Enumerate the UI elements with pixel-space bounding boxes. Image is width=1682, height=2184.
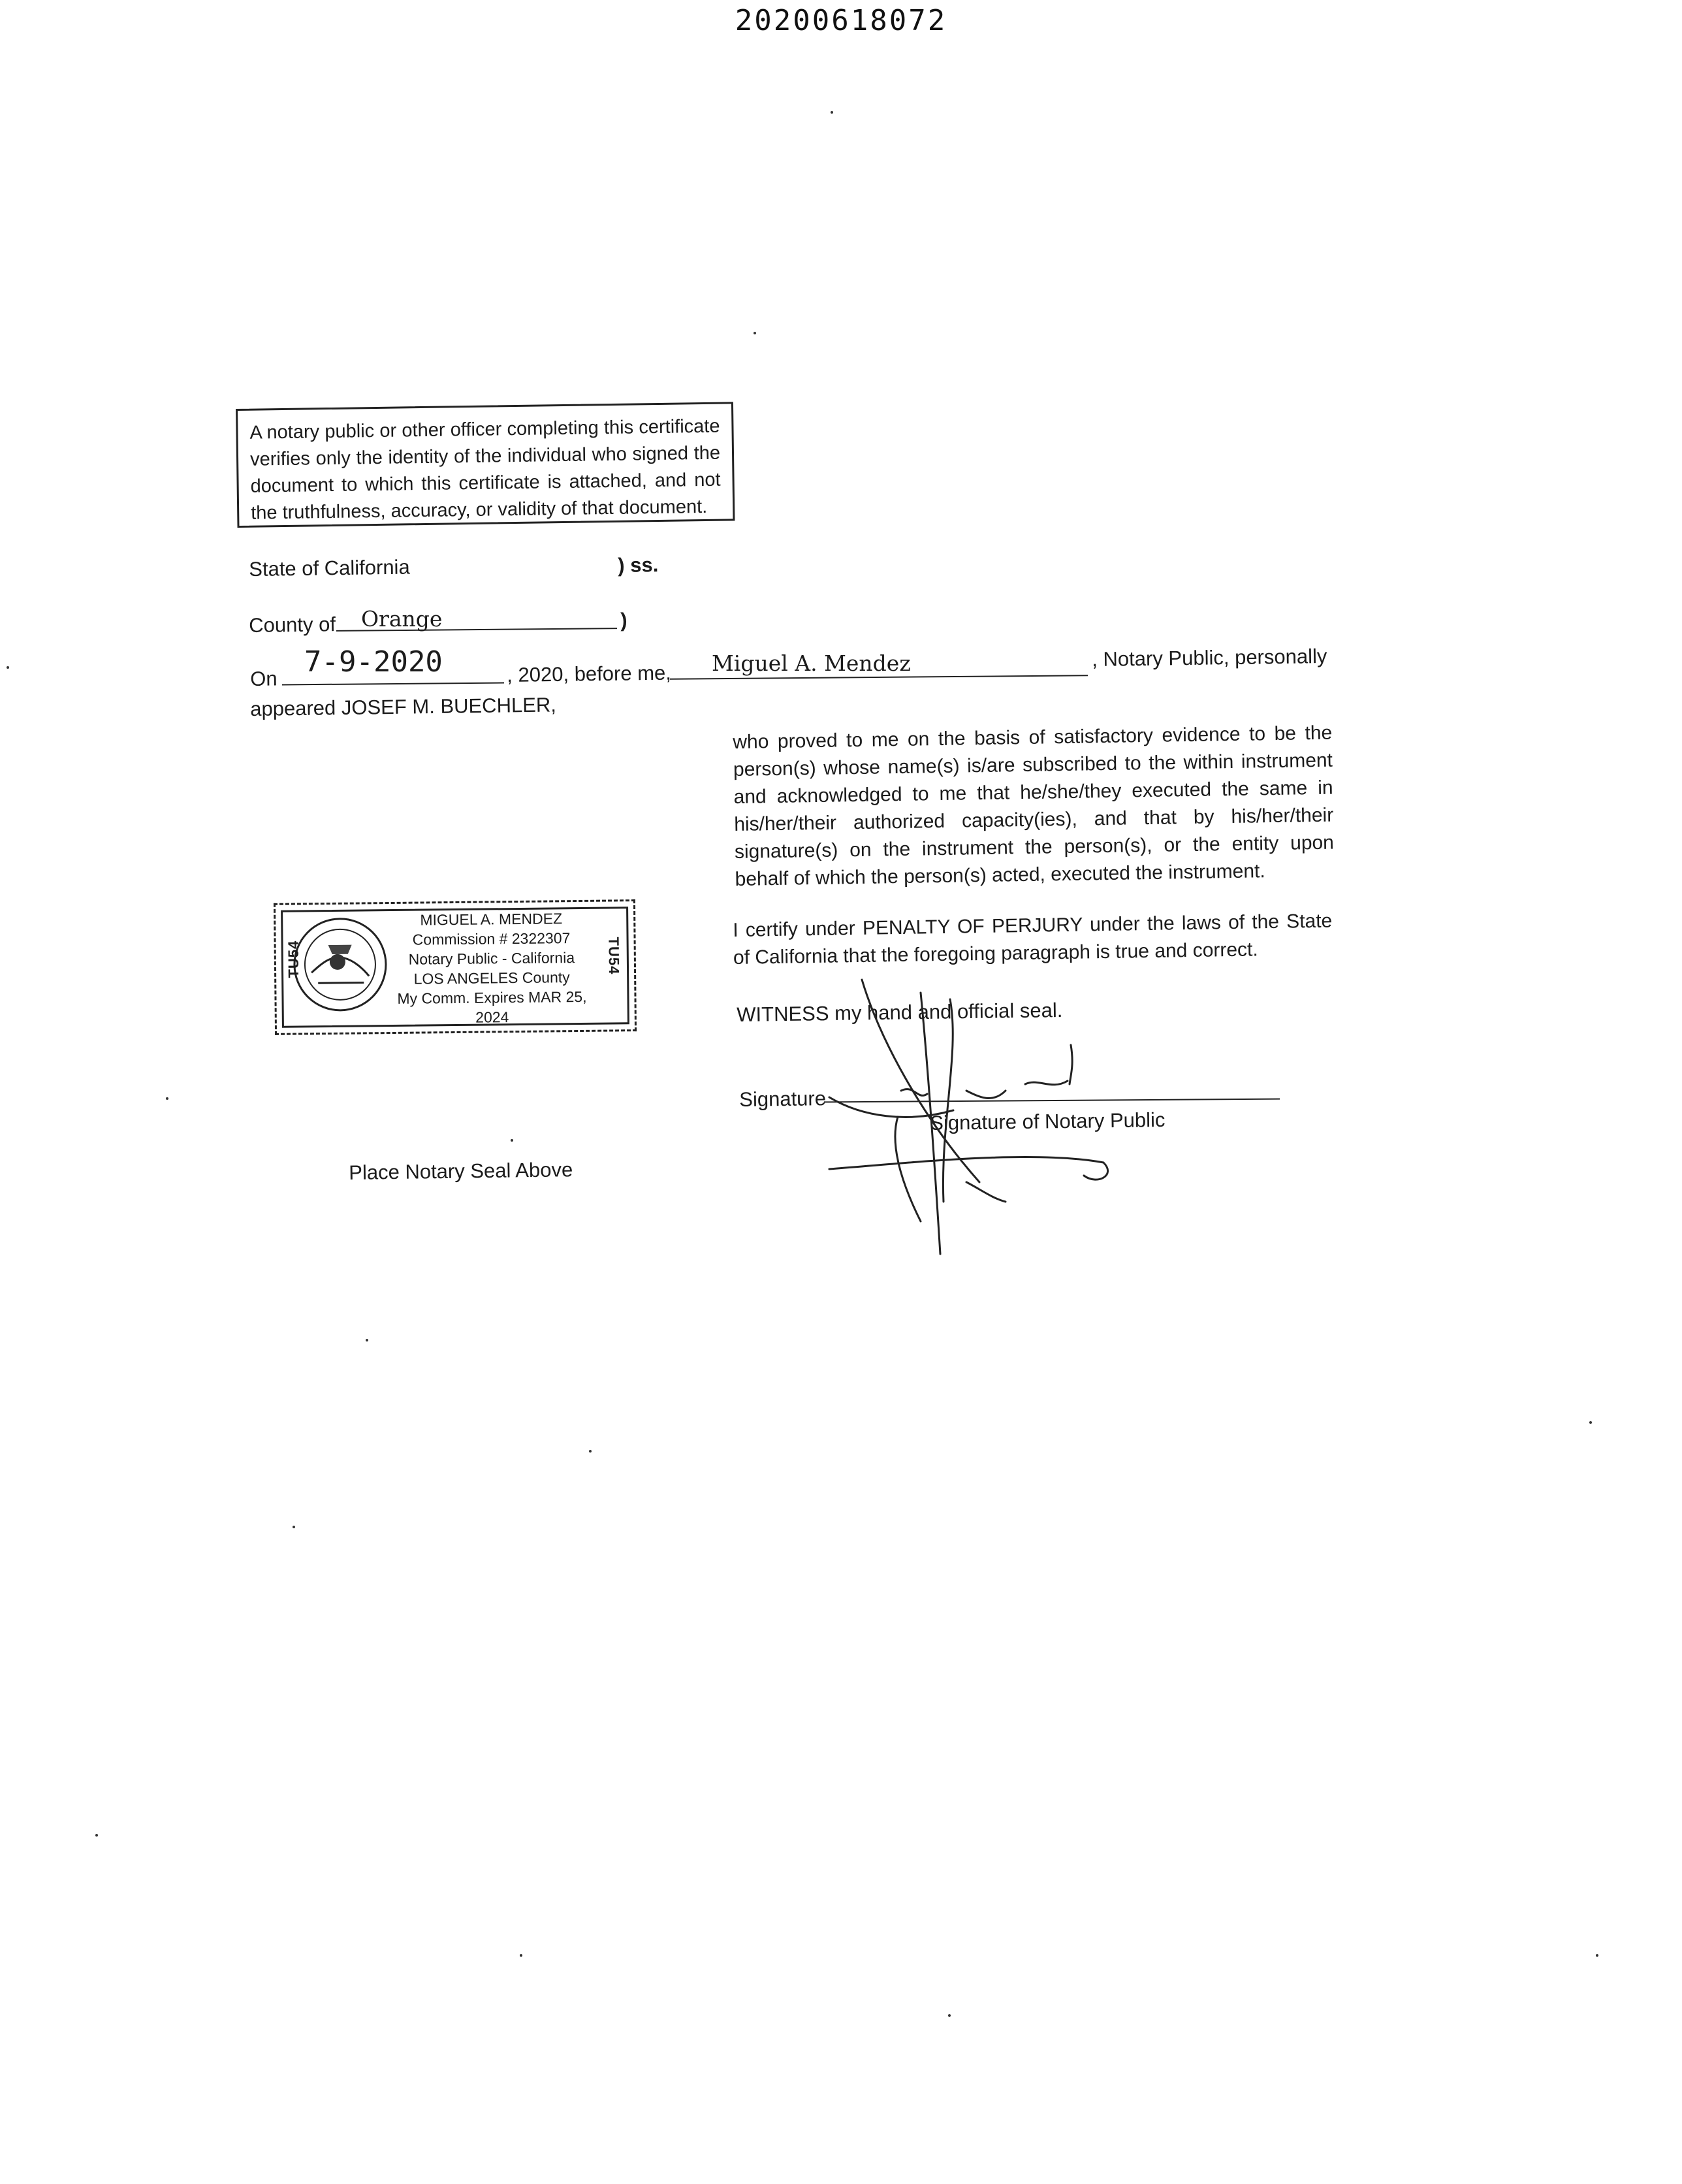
seal-expiration: My Comm. Expires MAR 25, 2024 — [397, 988, 587, 1026]
scan-speck — [95, 1834, 98, 1837]
county-value: Orange — [361, 606, 443, 632]
scan-speck — [589, 1450, 592, 1453]
seal-code-right: TU54 — [605, 937, 623, 975]
scan-speck — [754, 332, 756, 334]
notary-name: Miguel A. Mendez — [712, 650, 911, 676]
seal-county: LOS ANGELES County — [413, 969, 570, 988]
on-label: On — [250, 667, 278, 690]
signature-label: Signature — [739, 1087, 827, 1111]
seal-text-block — [387, 908, 597, 1028]
document-number: 20200618072 — [735, 4, 947, 37]
seal-notary-name: MIGUEL A. MENDEZ — [420, 910, 563, 929]
scan-speck — [520, 1954, 522, 1957]
disclaimer-text: A notary public or other officer completing this certificate verifies only the identity of the individual who signed the document to which this certificate is attached, and not the truthfulness, accuracy, or validity of that document. — [249, 415, 721, 524]
notary-suffix: , Notary Public, personally — [1092, 644, 1327, 671]
scan-speck — [831, 111, 833, 114]
certify-paragraph: I certify under PENALTY OF PERJURY under the laws of the State of California that the foregoing paragraph is true and correct. — [733, 910, 1333, 969]
notary-signature-scribble — [810, 954, 1149, 1280]
county-label: County of — [249, 613, 336, 637]
california-state-seal-icon — [291, 916, 389, 1014]
ss-label: ) ss. — [618, 553, 659, 577]
scan-speck — [366, 1339, 368, 1341]
seal-title: Notary Public - California — [408, 949, 575, 968]
scan-speck — [7, 666, 9, 669]
state-label: State of California — [249, 555, 410, 581]
scan-speck — [166, 1097, 168, 1100]
proof-paragraph: who proved to me on the basis of satisfactory evidence to be the person(s) whose name(s) is/are subscribed to the within instrument and acknowledged to me that he/she/they executed the same in his/her/their authorized capacity(ies), and that by his/her/their signature(s) on the instrument the person(s), or the entity upon behalf of which the person(s) acted, executed the instrument. — [733, 722, 1335, 890]
scan-speck — [1596, 1954, 1598, 1957]
scan-speck — [1589, 1421, 1592, 1424]
scan-speck — [293, 1526, 295, 1528]
scan-speck — [511, 1139, 513, 1142]
seal-caption: Place Notary Seal Above — [349, 1158, 573, 1184]
date-underline — [282, 682, 504, 686]
signature-caption: Signature of Notary Public — [930, 1108, 1166, 1134]
notary-seal-stamp — [274, 899, 637, 1035]
scan-speck — [948, 2014, 951, 2017]
date-suffix: , 2020, before me, — [507, 661, 672, 686]
county-paren: ) — [620, 608, 627, 632]
seal-commission: Commission # 2322307 — [412, 929, 571, 948]
appeared-text: appeared JOSEF M. BUECHLER, — [250, 693, 557, 720]
witness-text: WITNESS my hand and official seal. — [737, 999, 1063, 1026]
date-value: 7-9-2020 — [304, 645, 443, 679]
notary-disclaimer-box — [236, 402, 735, 528]
seal-code-left: TU54 — [285, 940, 302, 978]
